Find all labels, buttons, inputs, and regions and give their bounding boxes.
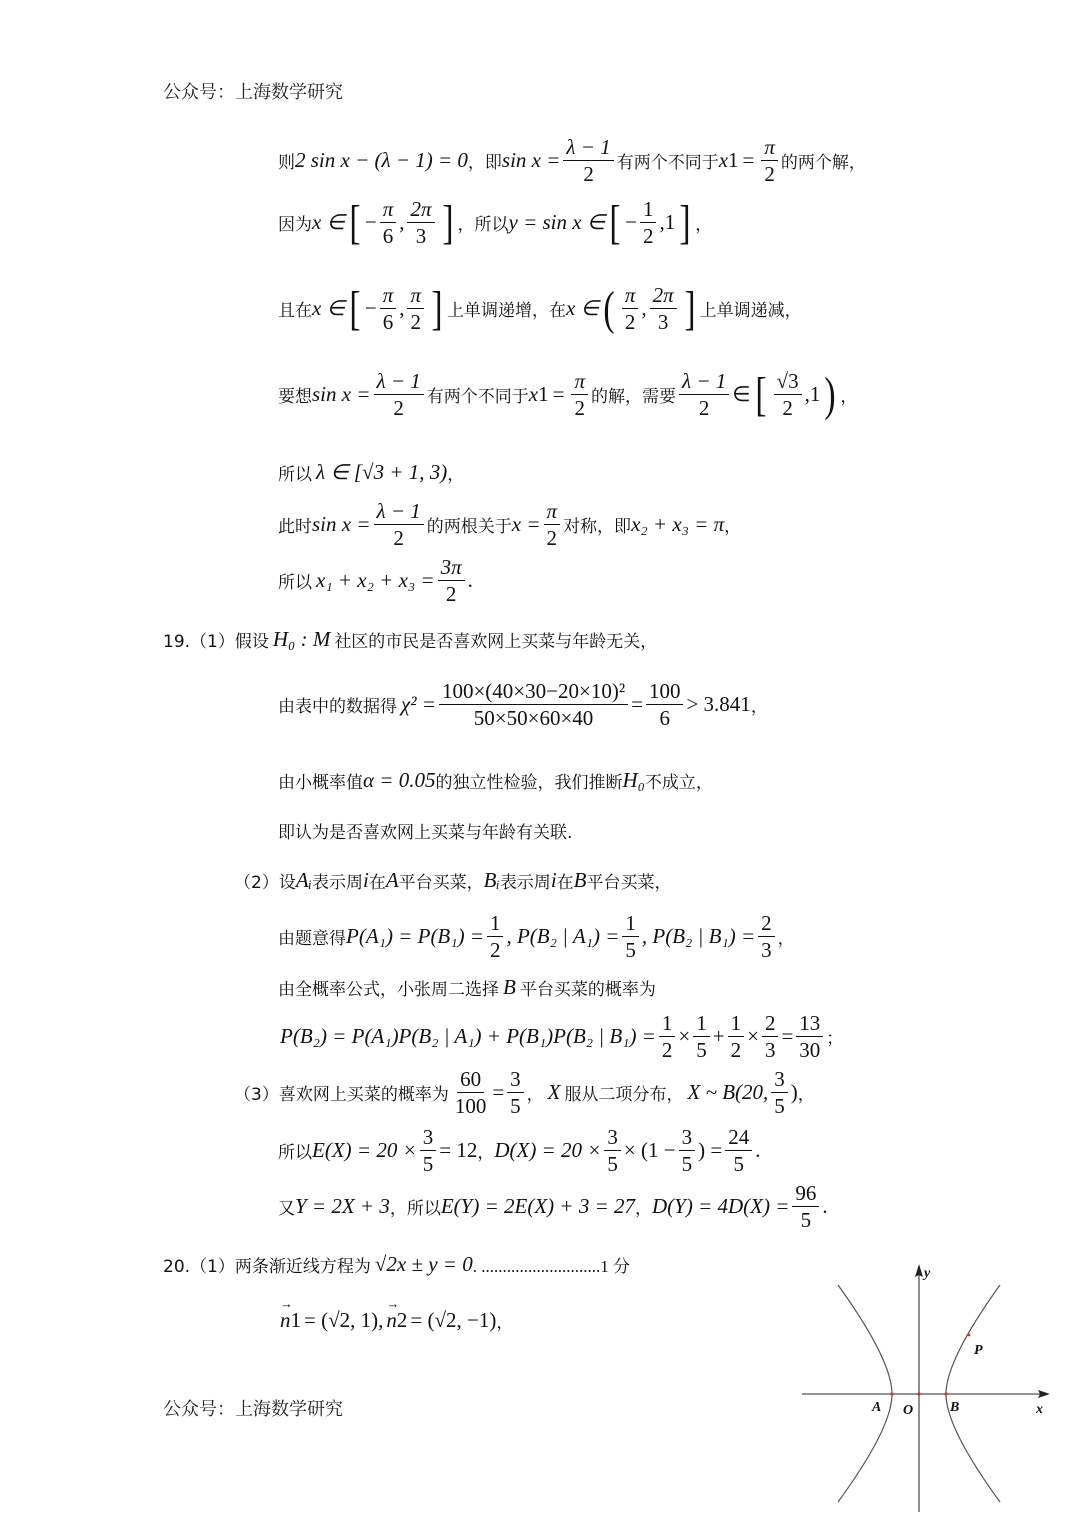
conclusion-line	[278, 818, 572, 843]
independence-test-line	[278, 768, 713, 793]
text: 所以	[278, 465, 312, 485]
point-p-marker	[968, 1334, 971, 1337]
text: 且在	[278, 301, 312, 322]
q20-part1-line	[163, 1252, 630, 1277]
numerator: 96	[792, 1182, 819, 1207]
numerator: π	[544, 500, 561, 525]
numerator: λ − 1	[374, 370, 424, 395]
math: × (1 −	[623, 1138, 676, 1163]
math: x ∈	[312, 296, 345, 321]
math: sin x =	[501, 148, 561, 173]
math: y = sin x ∈	[508, 210, 606, 235]
numerator: 1	[728, 1012, 745, 1037]
math: Bᵢ	[483, 868, 500, 892]
text: ，	[447, 465, 465, 485]
denominator: 5	[774, 1094, 785, 1119]
text: 有两个不同于	[616, 153, 719, 174]
fraction	[380, 284, 397, 333]
numerator: 3	[771, 1068, 788, 1093]
math: x ∈	[566, 296, 599, 321]
fraction	[407, 284, 424, 333]
fraction	[659, 1012, 676, 1061]
text: 即认为是否喜欢网上买菜与年龄有关联.	[278, 823, 573, 843]
text: ，所以	[389, 1199, 441, 1220]
math: +	[712, 1024, 725, 1049]
denominator: 6	[382, 224, 394, 249]
denominator: 2	[661, 1038, 673, 1063]
fraction	[380, 198, 397, 247]
denominator: 2	[410, 310, 421, 335]
fraction	[487, 912, 504, 961]
numerator: λ − 1	[374, 500, 424, 525]
denominator: 5	[625, 938, 636, 963]
text: 社区的市民是否喜欢网上买菜与年龄无关，	[334, 632, 658, 652]
text: 表示周	[499, 873, 551, 893]
math: sin x =	[312, 382, 371, 407]
watermark-footer: 公众号：上海数学研究	[163, 1399, 343, 1420]
math: E(Y) = 2E(X) + 3 = 27	[440, 1194, 636, 1219]
expectation-variance-y-line	[278, 1182, 828, 1231]
total-probability-formula	[280, 1012, 843, 1061]
fraction	[563, 136, 613, 185]
subscript: 1	[728, 148, 739, 173]
fraction	[650, 284, 677, 333]
math: H₀	[622, 768, 645, 792]
math: Y = 2X + 3	[295, 1194, 390, 1219]
math: = 12	[439, 1138, 478, 1163]
bracket-open: [	[349, 281, 361, 335]
text: 平台买菜的概率为	[519, 980, 656, 1000]
math: Aᵢ	[295, 868, 312, 892]
fraction	[693, 1012, 710, 1061]
fraction	[762, 1012, 779, 1061]
solution-line-6	[278, 500, 741, 549]
numerator: 1	[622, 912, 639, 937]
math: = (√2, −1)	[410, 1308, 497, 1332]
fraction	[374, 500, 424, 549]
numerator: π	[407, 284, 424, 309]
text: 又	[278, 1199, 295, 1220]
denominator: 2	[445, 582, 457, 607]
denominator: 3	[657, 310, 669, 335]
denominator: 2	[624, 310, 636, 335]
denominator: 2	[730, 1038, 742, 1063]
math: x ∈	[312, 210, 345, 235]
denominator: 5	[607, 1152, 618, 1177]
fraction	[725, 1126, 752, 1175]
fraction	[438, 556, 465, 605]
text: .	[467, 568, 473, 593]
question-number: 20.（1）两条渐近线方程为	[163, 1257, 371, 1277]
text: 由全概率公式，小张周二选择	[278, 980, 499, 1000]
expectation-variance-x-line	[278, 1126, 760, 1175]
denominator: 2	[393, 396, 404, 421]
text: ；	[826, 1029, 844, 1050]
text: 的两个解，	[780, 153, 866, 174]
fraction	[544, 500, 561, 549]
fraction	[622, 912, 639, 961]
numerator: λ − 1	[563, 136, 613, 161]
vector-n1: → n	[280, 1308, 291, 1333]
math: 2 sin x − (λ − 1) = 0	[295, 148, 468, 173]
q19-part2-line	[234, 868, 671, 893]
solution-line-5	[278, 460, 464, 485]
math: )	[790, 1080, 798, 1105]
numerator: 1	[487, 912, 504, 937]
fraction	[679, 1126, 696, 1175]
denominator: 30	[799, 1038, 821, 1063]
numerator: 3	[679, 1126, 696, 1151]
denominator: 3	[761, 938, 772, 963]
math: ×	[678, 1024, 691, 1049]
q19-part3-line	[234, 1068, 815, 1117]
text: 有两个不同于	[426, 387, 529, 408]
fraction	[796, 1012, 823, 1061]
denominator: 100	[454, 1094, 487, 1119]
math: ,1	[659, 210, 676, 235]
denominator: 5	[696, 1038, 707, 1063]
denominator: 2	[546, 526, 558, 551]
math: ∈	[732, 382, 751, 407]
numerator: π	[571, 370, 588, 395]
denominator: 2	[583, 162, 594, 187]
subscript: 2	[396, 1308, 408, 1332]
math: X ~ B(20,	[687, 1080, 769, 1105]
numerator: π	[380, 284, 397, 309]
point-p-label: P	[974, 1343, 983, 1358]
text: 由题意得	[278, 929, 346, 950]
text: 所以	[278, 1143, 312, 1164]
numerator: π	[622, 284, 639, 309]
denominator: 5	[681, 1152, 693, 1177]
hyperbola-figure	[790, 1250, 1080, 1527]
hyperbola-diagram	[790, 1250, 1080, 1527]
math: > 3.841	[686, 692, 751, 717]
text: .	[822, 1194, 828, 1219]
denominator: 2	[489, 938, 501, 963]
text: 则	[278, 153, 295, 174]
text: ，	[635, 1199, 653, 1220]
denominator: 2	[574, 396, 585, 421]
text: （2）设	[234, 873, 296, 893]
text: ，	[724, 517, 742, 538]
numerator: 2	[758, 912, 775, 937]
fraction	[640, 198, 657, 247]
x-axis-label: x	[1036, 1402, 1043, 1417]
denominator: 5	[510, 1094, 521, 1119]
fraction	[774, 370, 802, 419]
solution-line-7	[278, 556, 473, 605]
text: ，	[777, 929, 795, 950]
text: 的解，需要	[590, 387, 676, 408]
math: B	[573, 868, 587, 892]
text: 所以	[278, 573, 312, 594]
text: ，即	[467, 153, 502, 174]
numerator: 2π	[407, 198, 434, 223]
text: .	[755, 1138, 761, 1163]
text: 因为	[278, 215, 312, 236]
text: 由小概率值	[278, 773, 363, 793]
math: ,1	[804, 382, 821, 407]
denominator: 50×50×60×40	[473, 706, 594, 731]
given-probabilities-line	[278, 912, 795, 961]
denominator: 2	[393, 526, 404, 551]
point-o-marker	[917, 1392, 920, 1395]
normal-vectors-line	[280, 1308, 513, 1333]
math: =	[552, 382, 565, 407]
question-number: 19.（1）假设	[163, 632, 269, 652]
fraction	[507, 1068, 524, 1117]
solution-line-4	[278, 367, 858, 421]
text: ，	[526, 1085, 544, 1106]
subscript: 1	[290, 1308, 301, 1332]
math: x	[718, 148, 729, 173]
numerator: 2	[762, 1012, 779, 1037]
numerator: 100	[646, 680, 684, 705]
fraction	[439, 680, 628, 729]
denominator: 3	[415, 224, 427, 249]
subscript: 1	[538, 382, 549, 407]
denominator: 5	[733, 1152, 744, 1177]
math: x₁ + x₂ + x₃ =	[316, 568, 435, 593]
numerator: π	[380, 198, 397, 223]
text: ，	[496, 1313, 514, 1333]
fraction	[679, 370, 729, 419]
math: x₂ + x₃ = π	[631, 512, 725, 537]
point-b-label: B	[950, 1400, 960, 1415]
math: =	[781, 1024, 794, 1049]
text: 平台买菜，	[398, 873, 484, 893]
bracket-close: ]	[679, 195, 691, 249]
numerator: 3π	[438, 556, 465, 581]
math: =	[631, 692, 643, 717]
point-a-label: A	[872, 1400, 882, 1415]
math: i	[362, 868, 369, 892]
bracket-open: [	[754, 367, 767, 421]
numerator: 1	[693, 1012, 710, 1037]
fraction	[407, 198, 434, 247]
text: ，	[695, 215, 713, 236]
q19-part1-line	[163, 627, 657, 652]
math: x	[528, 382, 539, 407]
numerator: λ − 1	[679, 370, 729, 395]
math: X	[547, 1080, 561, 1105]
text: 上单调递减，	[699, 301, 802, 322]
numerator: √3	[774, 370, 802, 395]
solution-line-2: 因为 x ∈ [ − $\frac{\pi}{6}$ , $\frac{2\pi}{3}$ ] ，所以 y = sin x ∈ [ − $\frac{1}{2}$ ,1 ] ，	[278, 195, 713, 249]
numerator: 1	[640, 198, 657, 223]
denominator: 6	[382, 310, 394, 335]
denominator: 3	[764, 1038, 776, 1063]
numerator: 100×(40×30−20×10)²	[439, 680, 628, 705]
total-probability-intro	[278, 975, 656, 1000]
bracket-open: [	[609, 195, 621, 249]
paren-open: (	[603, 281, 615, 335]
numerator: 3	[604, 1126, 621, 1151]
fraction	[646, 680, 684, 729]
math: α = 0.05	[363, 768, 436, 792]
fraction	[604, 1126, 621, 1175]
text: 服从二项分布，	[564, 1085, 684, 1106]
numerator: 3	[507, 1068, 524, 1093]
point-o-label: O	[903, 1403, 914, 1418]
math: x =	[511, 512, 541, 537]
text: 上单调递增，在	[447, 301, 566, 322]
math: H₀ : M	[272, 627, 331, 651]
fraction	[420, 1126, 437, 1175]
denominator: 2	[764, 162, 775, 187]
text: 在	[556, 873, 574, 893]
math: =	[742, 148, 755, 173]
text: ，	[750, 697, 768, 718]
math: D(Y) = 4D(X) =	[652, 1194, 790, 1219]
math: λ ∈ [√3 + 1, 3)	[316, 460, 448, 484]
denominator: 2	[782, 396, 793, 421]
math: χ² =	[401, 692, 436, 717]
bracket-close: ]	[441, 195, 454, 249]
score-note: . ............................1 分	[472, 1257, 630, 1276]
y-axis-label: y	[924, 1266, 931, 1281]
numerator: 2π	[650, 284, 677, 309]
bracket-close: ]	[684, 281, 696, 335]
math: D(X) = 20 ×	[494, 1138, 602, 1163]
text: 的独立性检验，我们推断	[435, 773, 623, 793]
text: 不成立，	[644, 773, 713, 793]
denominator: 5	[800, 1208, 812, 1233]
text: ，所以	[457, 215, 509, 236]
math: P(A₁) = P(B₁) =	[346, 924, 484, 949]
text: 在	[368, 873, 386, 893]
math: √2x ± y = 0	[374, 1252, 473, 1276]
bracket-close: ]	[431, 281, 443, 335]
point-b-marker	[944, 1392, 947, 1395]
fraction	[571, 370, 588, 419]
fraction	[771, 1068, 788, 1117]
text: （3）喜欢网上买菜的概率为	[234, 1085, 449, 1106]
text: 表示周	[311, 873, 363, 893]
math: , P(B₂ | B₁) =	[641, 924, 756, 949]
fraction	[758, 912, 775, 961]
solution-line-3: 且在 x ∈ [ − $\frac{\pi}{6}$ , $\frac{\pi}{2}$ ] 上单调递增，在 x ∈ ( $\frac{\pi}{2}$ , $\frac{2\pi}{3}$ ] 上单调递减，	[278, 281, 802, 335]
fraction	[374, 370, 424, 419]
point-a-marker	[890, 1392, 893, 1395]
fraction	[622, 284, 639, 333]
chi-square-line	[278, 680, 768, 729]
bracket-open: [	[349, 195, 361, 249]
text: 由表中的数据得	[278, 697, 397, 718]
fraction	[761, 136, 778, 185]
text: ，	[477, 1143, 495, 1164]
numerator: 24	[725, 1126, 752, 1151]
text: ，	[797, 1085, 815, 1106]
text: 对称，即	[563, 517, 632, 538]
fraction	[792, 1182, 819, 1231]
text: ，	[840, 387, 858, 408]
watermark-header: 公众号：上海数学研究	[163, 82, 343, 103]
numerator: 1	[659, 1012, 676, 1037]
math: A	[385, 868, 399, 892]
text: 要想	[278, 387, 312, 408]
text: 此时	[278, 517, 312, 538]
math: P(B₂) = P(A₁)P(B₂ | A₁) + P(B₁)P(B₂ | B₁) =	[280, 1024, 656, 1049]
math: i	[550, 868, 557, 892]
math: B	[503, 975, 516, 999]
math: sin x =	[312, 512, 371, 537]
numerator: 13	[796, 1012, 823, 1037]
math: = (√2, 1),	[304, 1308, 384, 1332]
math: , P(B₂ | A₁) =	[506, 924, 620, 949]
numerator: 3	[420, 1126, 437, 1151]
fraction	[452, 1068, 490, 1117]
text: 的两根关于	[426, 517, 512, 538]
solution-line-1	[278, 136, 866, 185]
fraction	[728, 1012, 745, 1061]
vector-n2: → n	[386, 1308, 397, 1333]
text: 平台买菜，	[586, 873, 672, 893]
denominator: 2	[642, 224, 654, 249]
denominator: 2	[698, 396, 710, 421]
math: ×	[747, 1024, 759, 1049]
denominator: 5	[422, 1152, 434, 1177]
numerator: π	[761, 136, 778, 161]
math: ) =	[698, 1138, 723, 1163]
math: =	[492, 1080, 505, 1105]
denominator: 6	[659, 706, 670, 731]
math: E(X) = 20 ×	[312, 1138, 417, 1163]
numerator: 60	[457, 1068, 484, 1093]
paren-close: )	[824, 367, 836, 421]
